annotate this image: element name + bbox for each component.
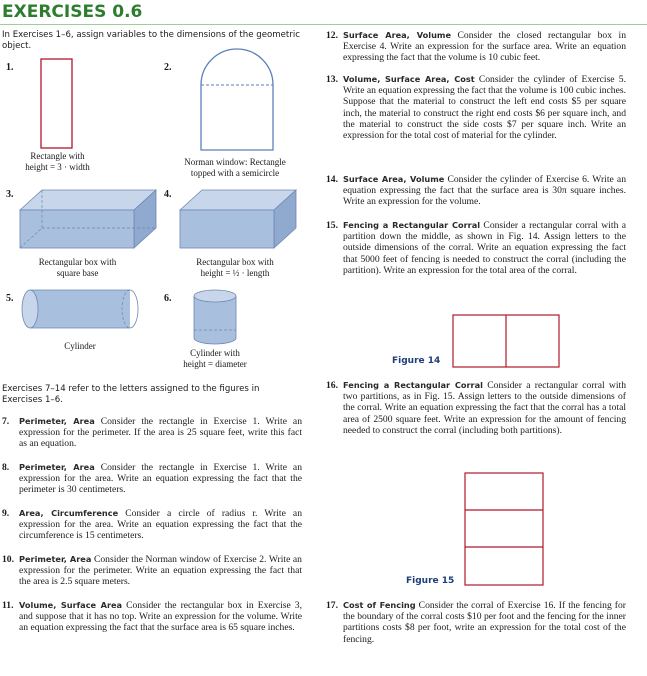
exercise-14: 14. Surface Area, Volume Consider the cylinder of Exercise 6. Write an equation expressing the fact that the surface area is 30π square inches. Write an expression for the volume. — [326, 174, 626, 208]
exercise-13: 13. Volume, Surface Area, Cost Consider the cylinder of Exercise 5. Write an equation expressing the fact that the volume is 100 cubic inches. Suppose that the material to construct the left end costs $5 per square inch, the material to construct the right end costs $6 per square inch, and the material to construct the side costs $7 per square inch. Write an expression for the total cost of material for the cylinder. — [326, 74, 626, 142]
figure-15-corral — [464, 472, 546, 588]
figure-5-number: 5. — [6, 293, 14, 304]
figure-2-norman-window — [200, 48, 274, 152]
figure-14-label: Figure 14 — [392, 356, 441, 366]
figure-15-label: Figure 15 — [406, 576, 455, 586]
intro-exercises-7-14: Exercises 7–14 refer to the letters assigned to the figures in Exercises 1–6. — [2, 384, 260, 405]
figure-6-caption: Cylinder with height = diameter — [183, 348, 247, 369]
figure-14-corral — [452, 314, 562, 370]
figure-3-box-square-base — [18, 188, 158, 250]
exercise-12: 12. Surface Area, Volume Consider the closed rectangular box in Exercise 4. Write an expression for the surface area. Write an equation expressing the fact that the volume is 10 cubic feet. — [326, 30, 626, 64]
figure-1-caption: Rectangle with height = 3 · width — [25, 151, 90, 172]
exercise-9: 9. Area, Circumference Consider a circle of radius r. Write an expression for the area. Write an equation expressing the fact that the circumference is 15 centimeters. — [2, 508, 302, 542]
figure-1-rectangle — [40, 58, 76, 150]
figure-1-number: 1. — [6, 62, 14, 73]
exercise-15: 15. Fencing a Rectangular Corral Consider a rectangular corral with a partition down the middle, as shown in Fig. 14. Assign letters to the outside dimensions of the corral. Write an equation expressing the fact that 5000 feet of fencing is needed to construct the corral (including the partition). Write an expression for the total area of the corral. — [326, 220, 626, 276]
figure-3-caption: Rectangular box with square base — [38, 257, 117, 278]
exercise-10: 10. Perimeter, Area Consider the Norman window of Exercise 2. Write an expression for the perimeter. Write an equation expressing the fact that the area is 2.5 square meters. — [2, 554, 302, 588]
exercise-8: 8. Perimeter, Area Consider the rectangle in Exercise 1. Write an expression for the area. Write an equation expressing the fact that the perimeter is 30 centimeters. — [2, 462, 302, 496]
figure-5-caption: Cylinder — [64, 341, 96, 351]
figure-3-number: 3. — [6, 189, 14, 200]
exercise-11: 11. Volume, Surface Area Consider the rectangular box in Exercise 3, and suppose that it has no top. Write an expression for the volume. Write an equation expressing the fact that the surface area is 65 square inches. — [2, 600, 302, 634]
figure-4-caption: Rectangular box with height = ½ · length — [196, 257, 274, 278]
figure-6-number: 6. — [164, 293, 172, 304]
exercise-16: 16. Fencing a Rectangular Corral Consider a rectangular corral with two partitions, as in Fig. 15. Assign letters to the outside dimensions of the corral. Write an equation expressing the fact that the corral has a total area of 2500 square feet. Write an expression for the amount of fencing needed to construct the corral (including both partitions). — [326, 380, 626, 436]
title-rule — [0, 24, 647, 25]
section-title: EXERCISES 0.6 — [2, 2, 143, 22]
exercise-17: 17. Cost of Fencing Consider the corral of Exercise 16. If the fencing for the boundary of the corral costs $10 per foot and the fencing for the inner partitions costs $8 per foot, write an expression for the total cost of the fencing. — [326, 600, 626, 645]
figure-2-caption: Norman window: Rectangle topped with a semicircle — [184, 157, 286, 178]
exercise-7: 7. Perimeter, Area Consider the rectangle in Exercise 1. Write an expression for the perimeter. If the area is 25 square feet, write this fact as an equation. — [2, 416, 302, 450]
figure-5-cylinder — [20, 288, 142, 330]
figure-4-box-half-height — [178, 188, 298, 250]
intro-exercises-1-6: In Exercises 1–6, assign variables to the dimensions of the geometric object. — [2, 30, 300, 51]
figure-2-number: 2. — [164, 62, 172, 73]
figure-6-cylinder-equal — [192, 288, 238, 346]
figure-4-number: 4. — [164, 189, 172, 200]
